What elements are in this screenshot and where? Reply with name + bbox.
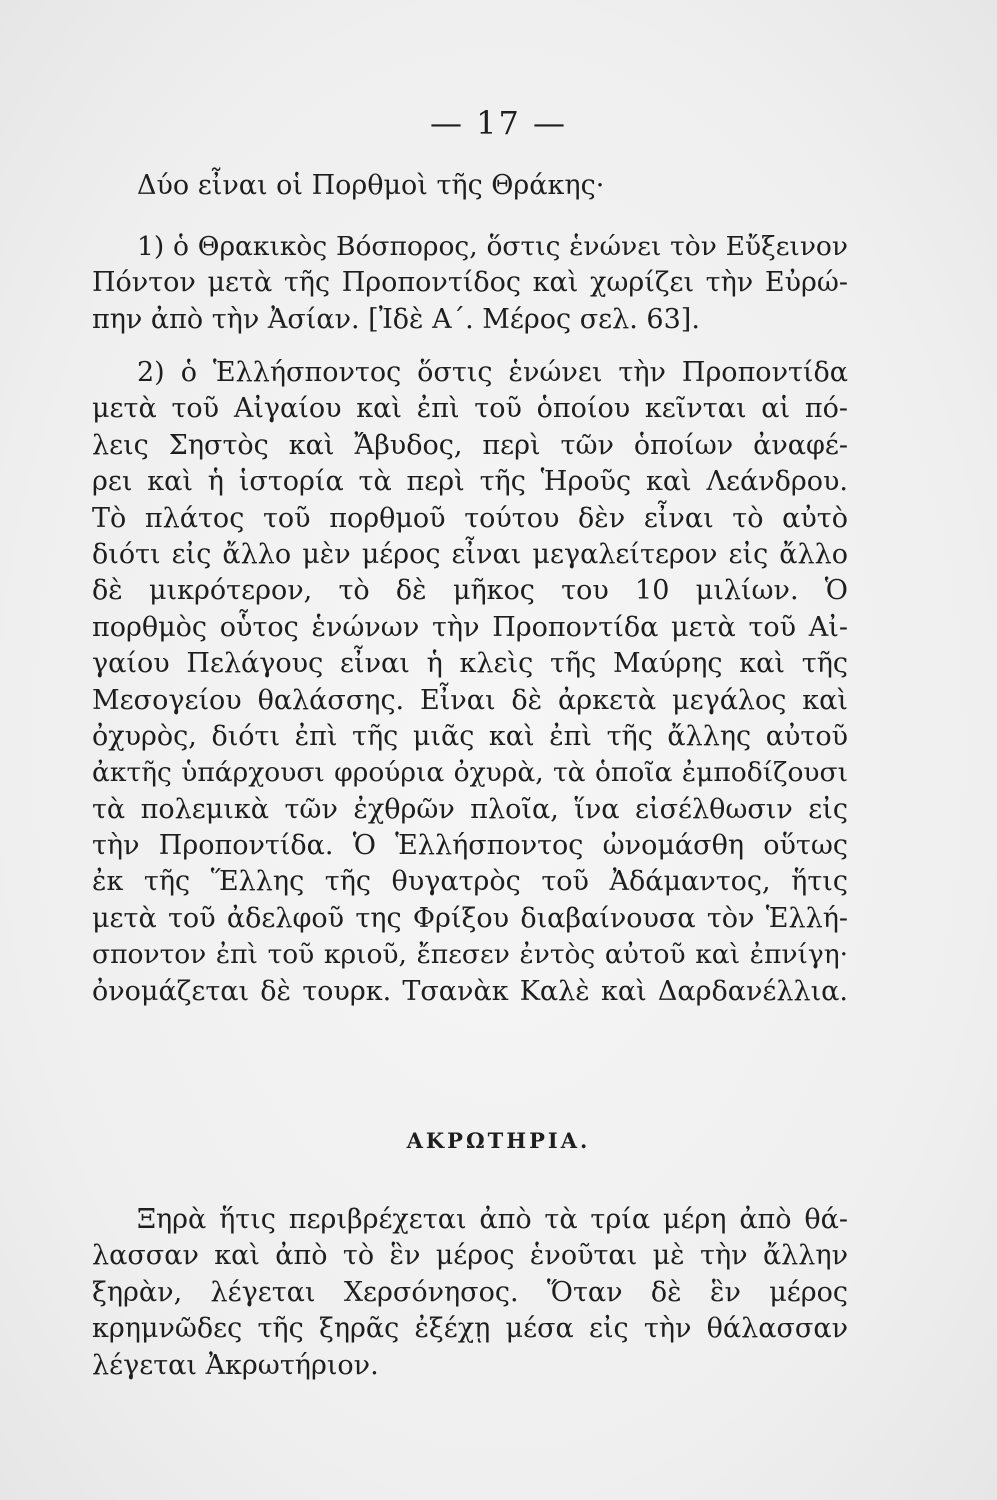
paragraph-hellespont (92, 355, 848, 1010)
text-line: 1) ὁ Θρακικὸς Βόσπορος, ὅστις ἑνώνει τὸν Εὔξεινον (137, 231, 848, 262)
paragraph-bosporus (92, 229, 848, 338)
text-line: λεις Σηστὸς καὶ Ἄβυδος, περὶ τῶν ὁποίων ἀναφέ- (92, 429, 848, 461)
text-line: τὴν Προποντίδα. Ὁ Ἑλλήσποντος ὠνομάσθη οὕτως (92, 830, 848, 862)
text-line: Μεσογείου θαλάσσης. Εἶναι δὲ ἀρκετὰ μεγάλος καὶ (92, 684, 848, 716)
text-line: μετὰ τοῦ Αἰγαίου καὶ ἐπὶ τοῦ ὁποίου κεῖνται αἱ πό- (92, 393, 848, 425)
text-line: Πόντον μετὰ τῆς Προποντίδος καὶ χωρίζει τὴν Εὐρώ- (92, 267, 848, 299)
intro-line: Δύο εἶναι οἱ Πορθμοὶ τῆς Θράκης· (137, 170, 605, 201)
section-heading-capes: ΑΚΡΩΤΗΡΙΑ. (406, 1128, 591, 1153)
text-line: ὀχυρὸς, διότι ἐπὶ τῆς μιᾶς καὶ ἐπὶ τῆς ἄλλης αὐτοῦ (92, 720, 848, 752)
intro-line-block (92, 168, 848, 204)
text-line: ἐκ τῆς Ἕλλης τῆς θυγατρὸς τοῦ Ἀδάμαντος, ἥτις (92, 866, 848, 898)
text-line: μετὰ τοῦ ἀδελφοῦ της Φρίξου διαβαίνουσα τὸν Ἑλλή- (92, 902, 848, 934)
text-line: πην ἀπὸ τὴν Ἀσίαν. [Ἰδὲ Α΄. Μέρος σελ. 63]. (92, 303, 700, 335)
text-line: ἀκτῆς ὑπάρχουσι φρούρια ὀχυρὰ, τὰ ὁποῖα ἐμποδίζουσι (92, 757, 848, 789)
text-line: ρει καὶ ἡ ἱστορία τὰ περὶ τῆς Ἡροῦς καὶ Λεάνδρου. (92, 466, 848, 498)
text-line: δὲ μικρότερον, τὸ δὲ μῆκος του 10 μιλίων. Ὁ (92, 575, 848, 607)
text-line: τὰ πολεμικὰ τῶν ἐχθρῶν πλοῖα, ἵνα εἰσέλθωσιν εἰς (92, 793, 848, 825)
text-line: ὀνομάζεται δὲ τουρκ. Τσανὰκ Καλὲ καὶ Δαρδανέλλια. (92, 975, 848, 1007)
text-line: σποντον ἐπὶ τοῦ κριοῦ, ἔπεσεν ἐντὸς αὐτοῦ καὶ ἐπνίγη· (92, 939, 848, 971)
text-line: γαίου Πελάγους εἶναι ἡ κλεὶς τῆς Μαύρης καὶ τῆς (92, 648, 848, 680)
text-line: Τὸ πλάτος τοῦ πορθμοῦ τούτου δὲν εἶναι τὸ αὐτὸ (92, 502, 848, 534)
text-line: 2) ὁ Ἑλλήσποντος ὅστις ἑνώνει τὴν Προποντίδα (137, 357, 848, 388)
paragraph-capes (92, 1202, 848, 1384)
text-line: λέγεται Ἀκρωτήριον. (92, 1349, 379, 1381)
text-line: ξηρὰν, λέγεται Χερσόνησος. Ὅταν δὲ ἓν μέρος (92, 1276, 848, 1308)
page-number: — 17 — (429, 104, 568, 142)
text-line: κρημνῶδες τῆς ξηρᾶς ἐξέχῃ μέσα εἰς τὴν θάλασσαν (92, 1313, 848, 1345)
text-line: διότι εἰς ἄλλο μὲν μέρος εἶναι μεγαλείτερον εἰς ἄλλο (92, 538, 848, 570)
text-line: πορθμὸς οὗτος ἑνώνων τὴν Προποντίδα μετὰ τοῦ Αἰ- (92, 611, 848, 643)
text-line: Ξηρὰ ἥτις περιβρέχεται ἀπὸ τὰ τρία μέρη ἀπὸ θά- (137, 1204, 848, 1235)
text-line: λασσαν καὶ ἀπὸ τὸ ἓν μέρος ἑνοῦται μὲ τὴν ἄλλην (92, 1240, 848, 1272)
